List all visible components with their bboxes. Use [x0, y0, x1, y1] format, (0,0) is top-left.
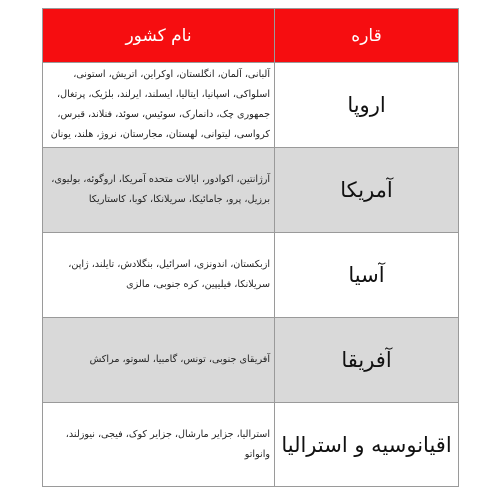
countries-cell: ازبکستان، اندونزی، اسرائیل، بنگلادش، تایلند، ژاپن، سریلانکا، فیلیپین، کره جنوبی، مالزی — [43, 233, 275, 318]
header-countries: نام کشور — [43, 9, 275, 63]
continent-cell: آمریکا — [275, 148, 459, 233]
table-row — [43, 233, 459, 318]
table-row — [43, 63, 459, 148]
table-row — [43, 403, 459, 487]
continent-cell: آسیا — [275, 233, 459, 318]
countries-cell: آرژانتین، اکوادور، ایالات متحده آمریکا، اروگوئه، بولیوی، برزیل، پرو، جامائیکا، سریلانکا، کوبا، کاستاریکا — [43, 148, 275, 233]
header-continent: قاره — [275, 9, 459, 63]
table-header-row — [43, 9, 459, 63]
countries-cell: آلبانی، آلمان، انگلستان، اوکراین، اتریش، استونی، اسلواکی، اسپانیا، ایتالیا، ایسلند، ایرلند، بلژیک، پرتغال، جمهوری چک، دانمارک، سوئیس، سوئد، فنلاند، قبرس، کرواسی، لیتوانی، لهستان، مجارستان، نروژ، هلند، یونان — [43, 63, 275, 148]
countries-cell: استرالیا، جزایر مارشال، جزایر کوک، فیجی، نیوزلند، وانواتو — [43, 403, 275, 487]
countries-cell: آفریقای جنوبی، تونس، گامبیا، لسوتو، مراکش — [43, 318, 275, 403]
continent-cell: اقیانوسیه و استرالیا — [275, 403, 459, 487]
table-row — [43, 318, 459, 403]
continents-countries-table — [42, 8, 459, 487]
continent-cell: آفریقا — [275, 318, 459, 403]
continent-cell: اروپا — [275, 63, 459, 148]
continents-table-container — [42, 8, 458, 487]
table-row — [43, 148, 459, 233]
